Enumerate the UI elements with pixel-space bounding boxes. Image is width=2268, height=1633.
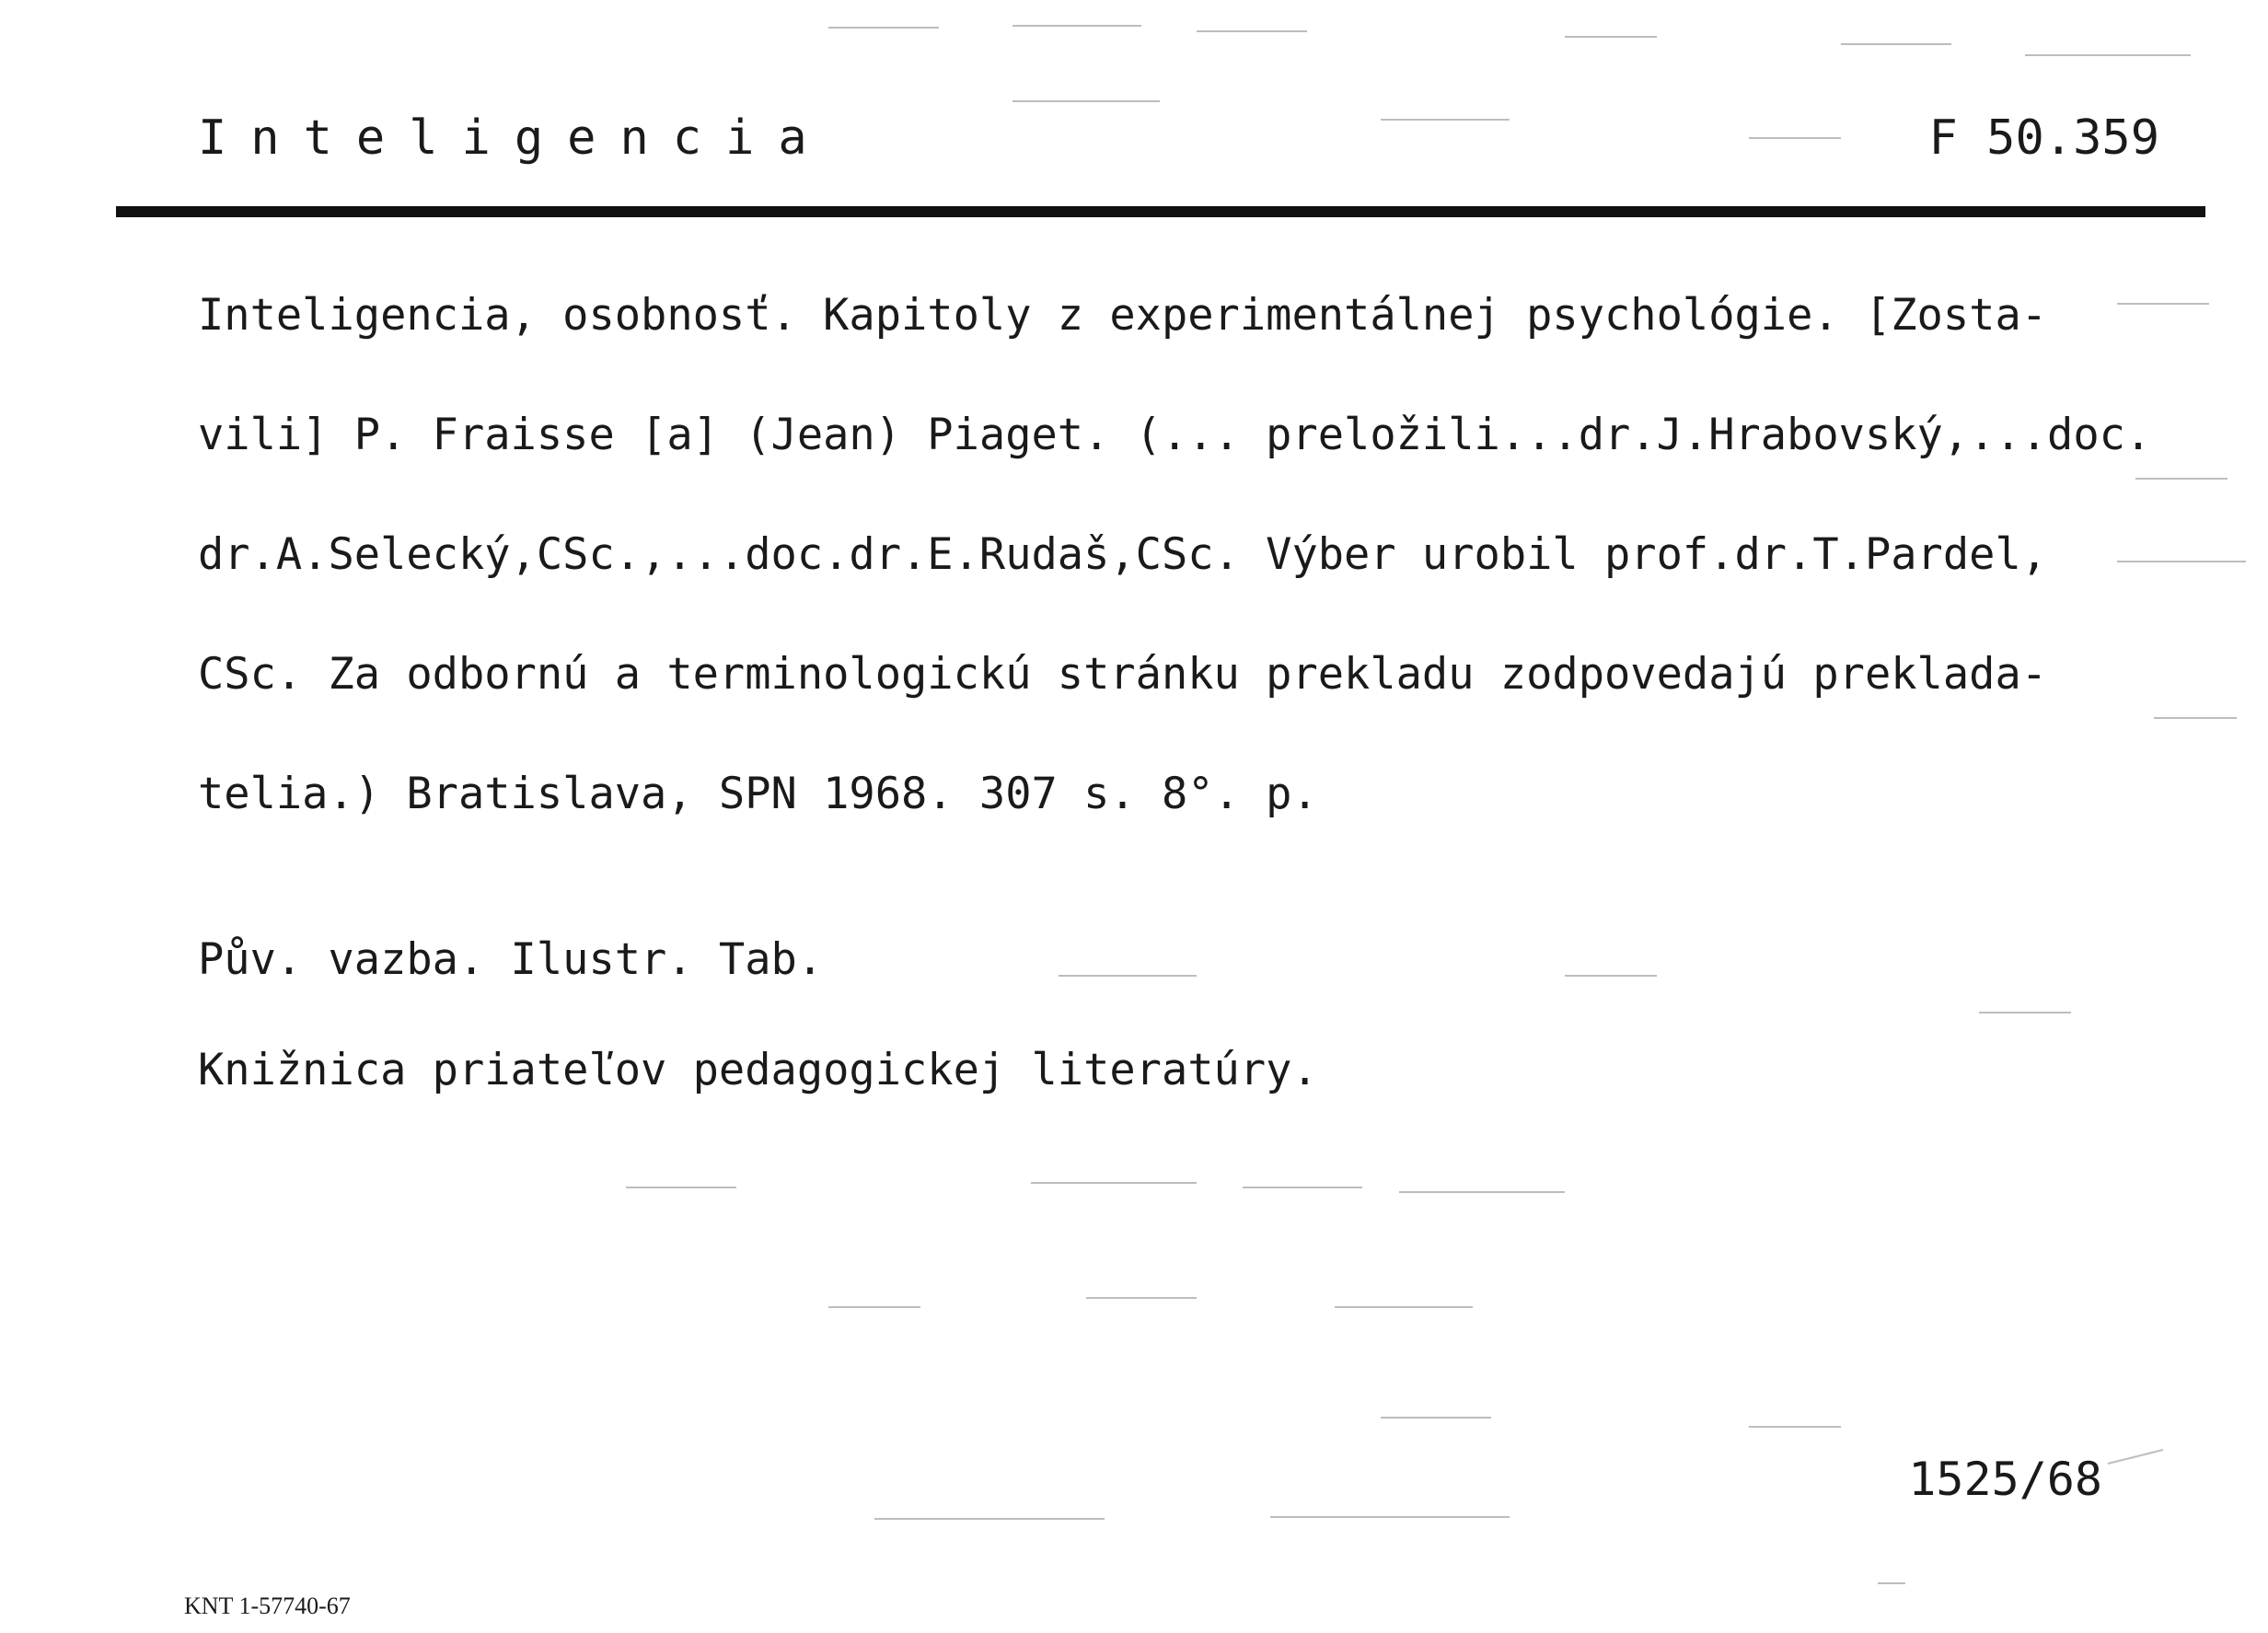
entry-line: CSc. Za odbornú a terminologickú stránku prekladu zodpovedajú preklada-: [198, 649, 2048, 700]
entry-line: dr.A.Selecký,CSc.,...doc.dr.E.Rudaš,CSc. Výber urobil prof.dr.T.Pardel,: [198, 529, 2048, 580]
subject-heading: Inteligencia: [198, 110, 831, 166]
entry-line: telia.) Bratislava, SPN 1968. 307 s. 8°. p.: [198, 769, 1318, 819]
card-print-code: KNT 1-57740-67: [184, 1592, 351, 1619]
accession-number: 1525/68: [1908, 1453, 2102, 1506]
heading-rule: [116, 206, 2205, 217]
entry-line: Inteligencia, osobnosť. Kapitoly z experimentálnej psychológie. [Zosta-: [198, 290, 2048, 341]
bibliographic-entry: [198, 256, 2168, 854]
entry-line: vili] P. Fraisse [a] (Jean) Piaget. (... preložili...dr.J.Hrabovský,...doc.: [198, 410, 2152, 460]
series-note: Knižnica priateľov pedagogickej literatúry.: [198, 1045, 1318, 1095]
shelfmark: F 50.359: [1928, 110, 2159, 166]
physical-description-note: Pův. vazba. Ilustr. Tab.: [198, 934, 824, 985]
